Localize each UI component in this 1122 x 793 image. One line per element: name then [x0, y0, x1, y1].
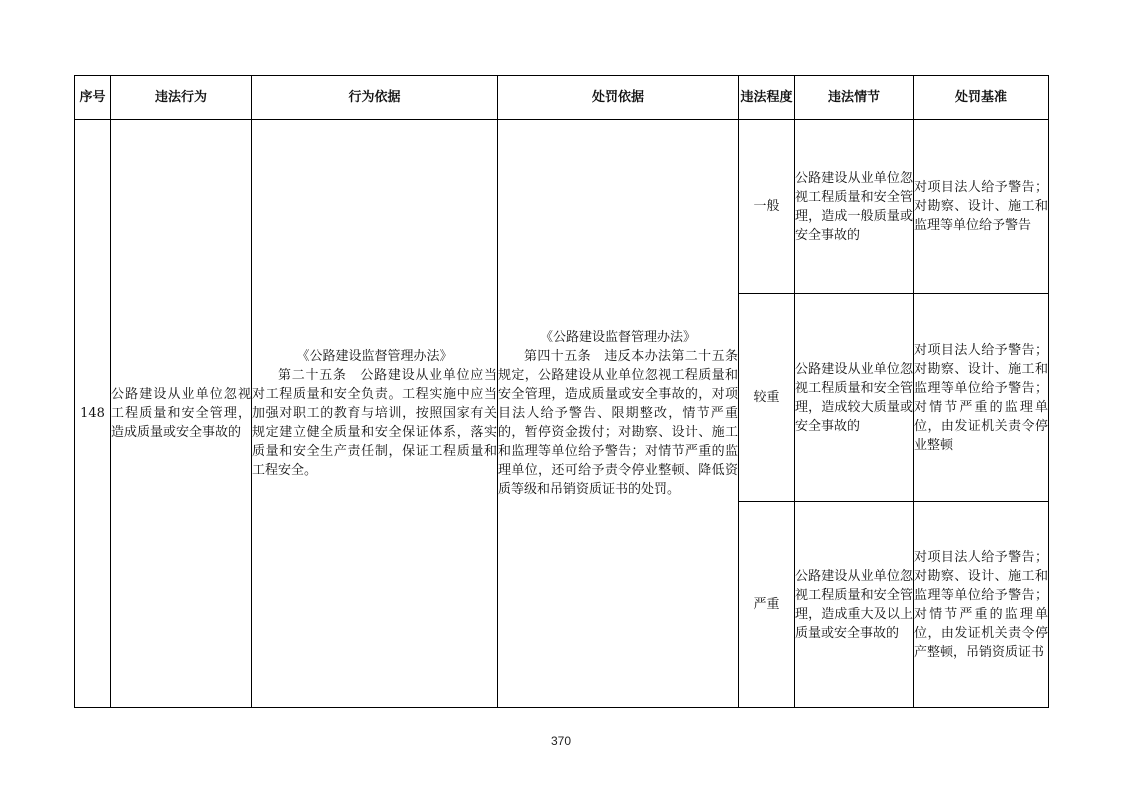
- header-seq: 序号: [75, 76, 111, 120]
- table-row: [75, 120, 1049, 294]
- table-header-row: [75, 76, 1049, 120]
- header-degree: 违法程度: [739, 76, 795, 120]
- circumstance-severe: 公路建设从业单位忽视工程质量和安全管理，造成重大及以上质量或安全事故的: [795, 502, 914, 708]
- basis-regulation-title: 《公路建设监督管理办法》: [296, 349, 453, 364]
- behavior-basis: [252, 120, 498, 708]
- degree-general: 一般: [739, 120, 795, 294]
- penalty-basis: [498, 120, 739, 708]
- degree-severe: 严重: [739, 502, 795, 708]
- header-standard: 处罚基准: [914, 76, 1049, 120]
- header-behavior: 违法行为: [111, 76, 252, 120]
- header-penalty-basis: 处罚依据: [498, 76, 739, 120]
- circumstance-serious: 公路建设从业单位忽视工程质量和安全管理，造成较大质量或安全事故的: [795, 294, 914, 502]
- degree-serious: 较重: [739, 294, 795, 502]
- penalty-article-text: 第四十五条 违反本办法第二十五条规定，公路建设从业单位忽视工程质量和安全管理，造成质量或安全事故的，对项目法人给予警告、限期整改，情节严重的，暂停资金拨付；对勘察、设计、施工和监理等单位给予警告；对情节严重的监理单位，还可给予责令停业整顿、降低资质等级和吊销资质证书的处罚。: [498, 349, 738, 497]
- circumstance-general: 公路建设从业单位忽视工程质量和安全管理，造成一般质量或安全事故的: [795, 120, 914, 294]
- header-basis: 行为依据: [252, 76, 498, 120]
- standard-serious: 对项目法人给予警告；对勘察、设计、施工和监理等单位给予警告；对情节严重的监理单位，由发证机关责令停业整顿: [914, 294, 1049, 502]
- basis-article-text: 第二十五条 公路建设从业单位应当对工程质量和安全负责。工程实施中应当加强对职工的教育与培训，按照国家有关规定建立健全质量和安全保证体系，落实质量和安全生产责任制，保证工程质量和工程安全。: [252, 368, 497, 478]
- standard-general: 对项目法人给予警告；对勘察、设计、施工和监理等单位给予警告: [914, 120, 1049, 294]
- standard-severe: 对项目法人给予警告；对勘察、设计、施工和监理等单位给予警告；对情节严重的监理单位，由发证机关责令停产整顿，吊销资质证书: [914, 502, 1049, 708]
- row-number: 148: [75, 120, 111, 708]
- violation-behavior: 公路建设从业单位忽视工程质量和安全管理，造成质量或安全事故的: [111, 120, 252, 708]
- page-number: 370: [550, 734, 572, 748]
- header-circumstance: 违法情节: [795, 76, 914, 120]
- penalty-standard-table: [74, 75, 1049, 708]
- penalty-regulation-title: 《公路建设监督管理办法》: [539, 330, 696, 345]
